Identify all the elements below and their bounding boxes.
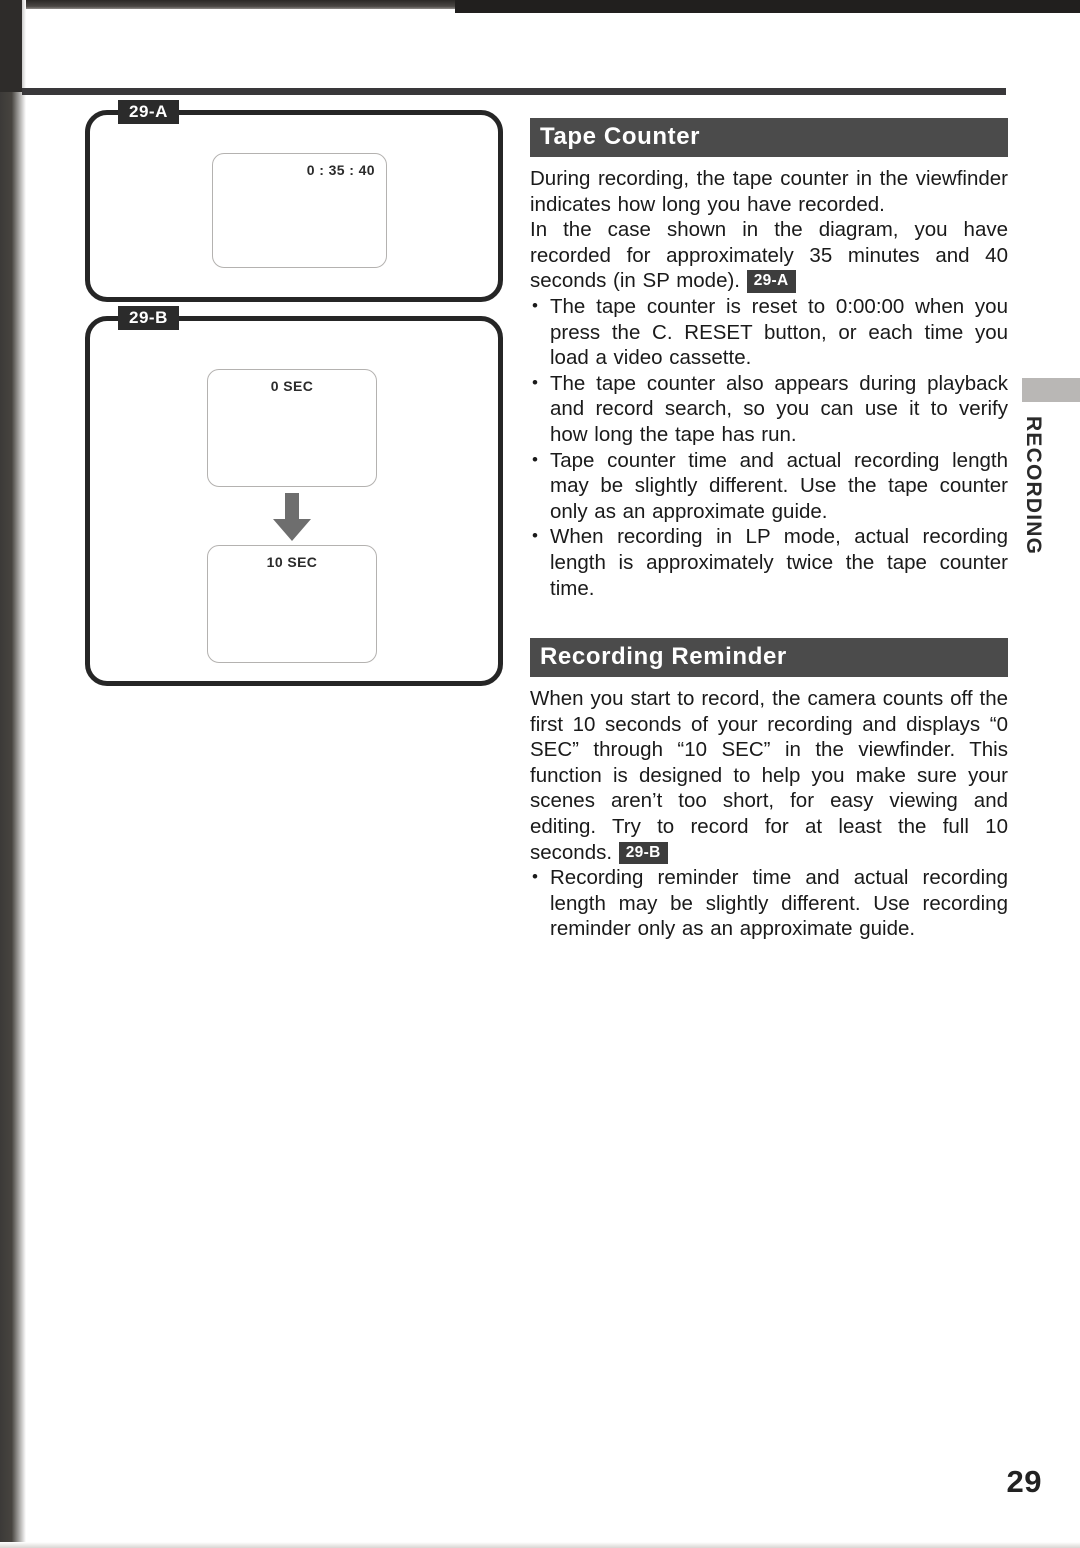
viewfinder-10-sec: [207, 545, 377, 663]
figure-column: [85, 102, 503, 686]
recording-reminder-paragraph-1-text: When you start to record, the camera counts off the first 10 seconds of your recording and displays “0 SEC” through “10 SEC” in the viewfinder. This function is designed to help you make sure your scenes aren’t too short, for easy viewing and editing. Try to record for at least the full 10 seconds.: [530, 687, 1008, 864]
figure-29-a: [85, 102, 503, 302]
scan-edge-bottom: [0, 1542, 1080, 1548]
list-item: • Tape counter time and actual recording length may be slightly different. Use the tape counter only as an approximate guide.: [530, 448, 1008, 525]
tape-counter-bullets: [530, 294, 1008, 601]
tape-counter-paragraph-1: During recording, the tape counter in the viewfinder indicates how long you have recorded.: [530, 167, 1008, 216]
viewfinder-10-sec-label: 10 SEC: [266, 554, 318, 570]
text-column: [530, 118, 1008, 942]
figure-tag-29-a: 29-A: [118, 100, 179, 124]
side-tab-recording: [1013, 398, 1053, 573]
list-item: • The tape counter is reset to 0:00:00 when you press the C. RESET button, or each time you load a video cassette.: [530, 294, 1008, 371]
viewfinder-tape-counter: [212, 153, 387, 268]
scan-edge-left-corner: [0, 0, 22, 92]
side-tab-label: RECORDING: [1022, 415, 1045, 556]
list-item: • Recording reminder time and actual recording length may be slightly different. Use recording reminder only as an approximate guide.: [530, 865, 1008, 942]
viewfinder-0-sec-label: 0 SEC: [270, 378, 314, 394]
arrow-down-icon: [271, 493, 313, 541]
inline-tag-29-b: 29-B: [619, 842, 668, 864]
page-number: 29: [1006, 1464, 1042, 1499]
viewfinder-0-sec: [207, 369, 377, 487]
tape-counter-paragraph-2: [530, 217, 1008, 294]
figure-tag-29-b: 29-B: [118, 306, 179, 330]
tape-counter-paragraph-2-text: In the case shown in the diagram, you have recorded for approximately 35 minutes and 40 seconds (in SP mode).: [530, 218, 1008, 293]
list-item: • The tape counter also appears during playback and record search, so you can use it to verify how long the tape has run.: [530, 371, 1008, 448]
recording-reminder-bullets: [530, 865, 1008, 942]
scan-edge-top-right: [455, 0, 1080, 13]
section-heading-recording-reminder: Recording Reminder: [530, 638, 1008, 677]
viewfinder-counter-value: 0 : 35 : 40: [306, 162, 375, 178]
header-rule: [22, 88, 1006, 95]
figure-29-b: [85, 308, 503, 686]
scan-edge-left: [0, 0, 26, 1548]
inline-tag-29-a: 29-A: [747, 270, 796, 292]
section-heading-tape-counter: Tape Counter: [530, 118, 1008, 157]
recording-reminder-paragraph-1: [530, 686, 1008, 865]
list-item: • When recording in LP mode, actual recording length is approximately twice the tape counter time.: [530, 524, 1008, 601]
